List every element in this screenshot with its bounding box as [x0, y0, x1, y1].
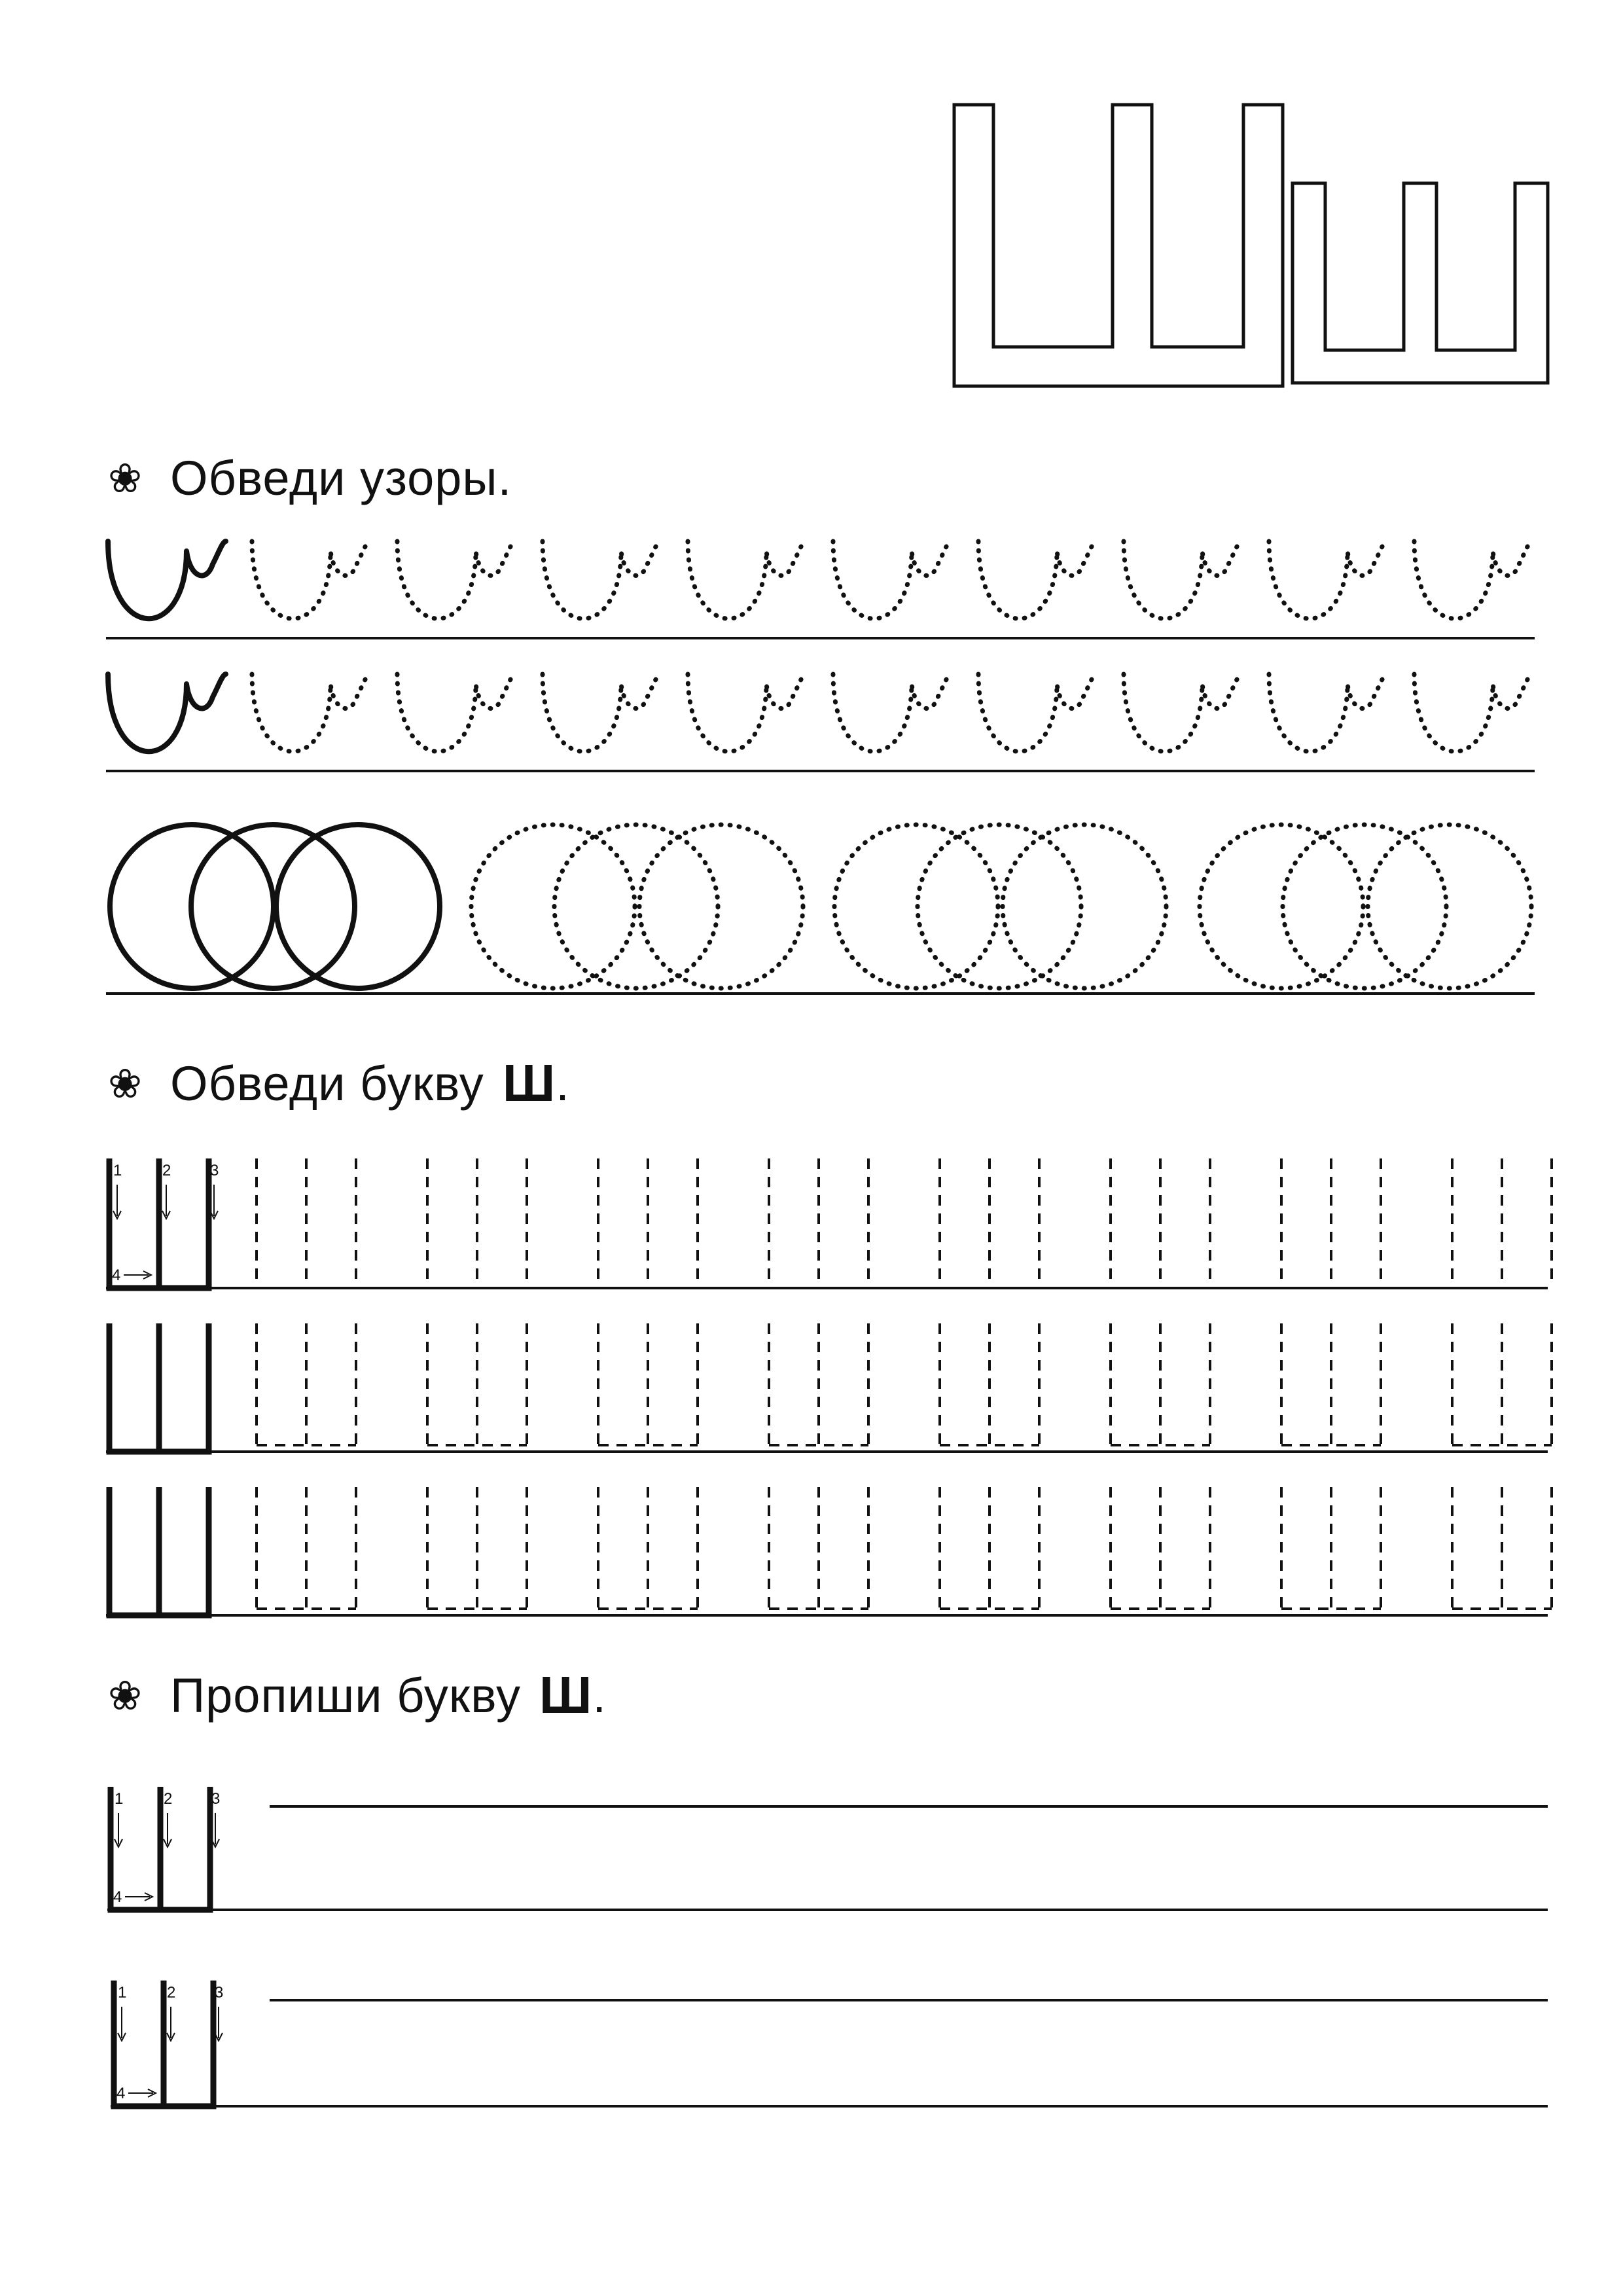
pattern-trace-stroke — [1124, 674, 1241, 751]
pattern-trace-stroke — [1269, 541, 1387, 619]
pattern-trace-stroke — [397, 674, 515, 751]
heading-period: . — [556, 1056, 570, 1111]
pattern-trace-stroke — [1414, 541, 1532, 619]
tracing-rows — [106, 541, 1552, 2106]
pattern-sample-stroke — [108, 541, 226, 619]
stroke-number: 2 — [162, 1162, 171, 1179]
heading-text: Обведи узоры. — [169, 450, 512, 505]
pattern-trace-stroke — [978, 541, 1096, 619]
pattern-trace-stroke — [1269, 674, 1387, 751]
flower-icon: ❀ — [108, 1059, 143, 1107]
heading-letter: Ш — [502, 1054, 556, 1112]
pattern-trace-stroke — [833, 541, 951, 619]
circles-row — [110, 825, 1531, 988]
letter-sample-stroke — [109, 1323, 209, 1452]
writing-row-2 — [114, 1981, 1548, 2106]
pattern-row-2 — [108, 674, 1532, 751]
heading-text: Пропиши букву — [169, 1668, 521, 1723]
stroke-number: 4 — [113, 1888, 122, 1906]
pattern-trace-stroke — [688, 674, 806, 751]
circle-trace-stroke — [639, 825, 803, 988]
letter-trace-row-2 — [109, 1323, 1552, 1452]
pattern-trace-stroke — [1124, 541, 1241, 619]
pattern-trace-stroke — [978, 674, 1096, 751]
pattern-trace-stroke — [543, 674, 660, 751]
writing-row-1 — [111, 1787, 1548, 1910]
outline-capital-letter — [954, 105, 1283, 386]
outline-small-letter — [1293, 183, 1548, 383]
letter-sample-stroke — [109, 1487, 209, 1615]
stroke-number: 4 — [116, 2085, 126, 2102]
stroke-number: 3 — [210, 1162, 219, 1179]
pattern-trace-stroke — [252, 674, 370, 751]
letter-sample-stroke — [111, 1787, 210, 1910]
stroke-number: 1 — [115, 1790, 124, 1808]
stroke-number: 1 — [113, 1162, 122, 1179]
letter-trace-row-3 — [109, 1487, 1552, 1615]
flower-icon: ❀ — [108, 1671, 143, 1719]
pattern-trace-stroke — [397, 541, 515, 619]
letter-trace-row-1 — [109, 1158, 1552, 1288]
pattern-trace-stroke — [543, 541, 660, 619]
circle-trace-stroke — [1003, 825, 1166, 988]
heading-letter: Ш — [539, 1666, 593, 1724]
circle-sample-stroke — [276, 825, 440, 988]
circle-trace-stroke — [1368, 825, 1531, 988]
letter-sample-stroke — [109, 1158, 209, 1288]
stroke-number: 3 — [211, 1790, 221, 1808]
pattern-trace-stroke — [833, 674, 951, 751]
stroke-number: 3 — [215, 1984, 224, 2001]
stroke-number: 1 — [118, 1984, 127, 2001]
pattern-row-1 — [108, 541, 1532, 619]
pattern-trace-stroke — [252, 541, 370, 619]
stroke-number: 4 — [112, 1266, 121, 1284]
flower-icon: ❀ — [108, 454, 143, 502]
heading-text: Обведи букву — [169, 1056, 484, 1111]
pattern-sample-stroke — [108, 674, 226, 751]
letter-sample-stroke — [114, 1981, 213, 2106]
stroke-number: 2 — [167, 1984, 176, 2001]
stroke-number: 2 — [164, 1790, 173, 1808]
pattern-trace-stroke — [688, 541, 806, 619]
pattern-trace-stroke — [1414, 674, 1532, 751]
heading-period: . — [592, 1668, 607, 1723]
